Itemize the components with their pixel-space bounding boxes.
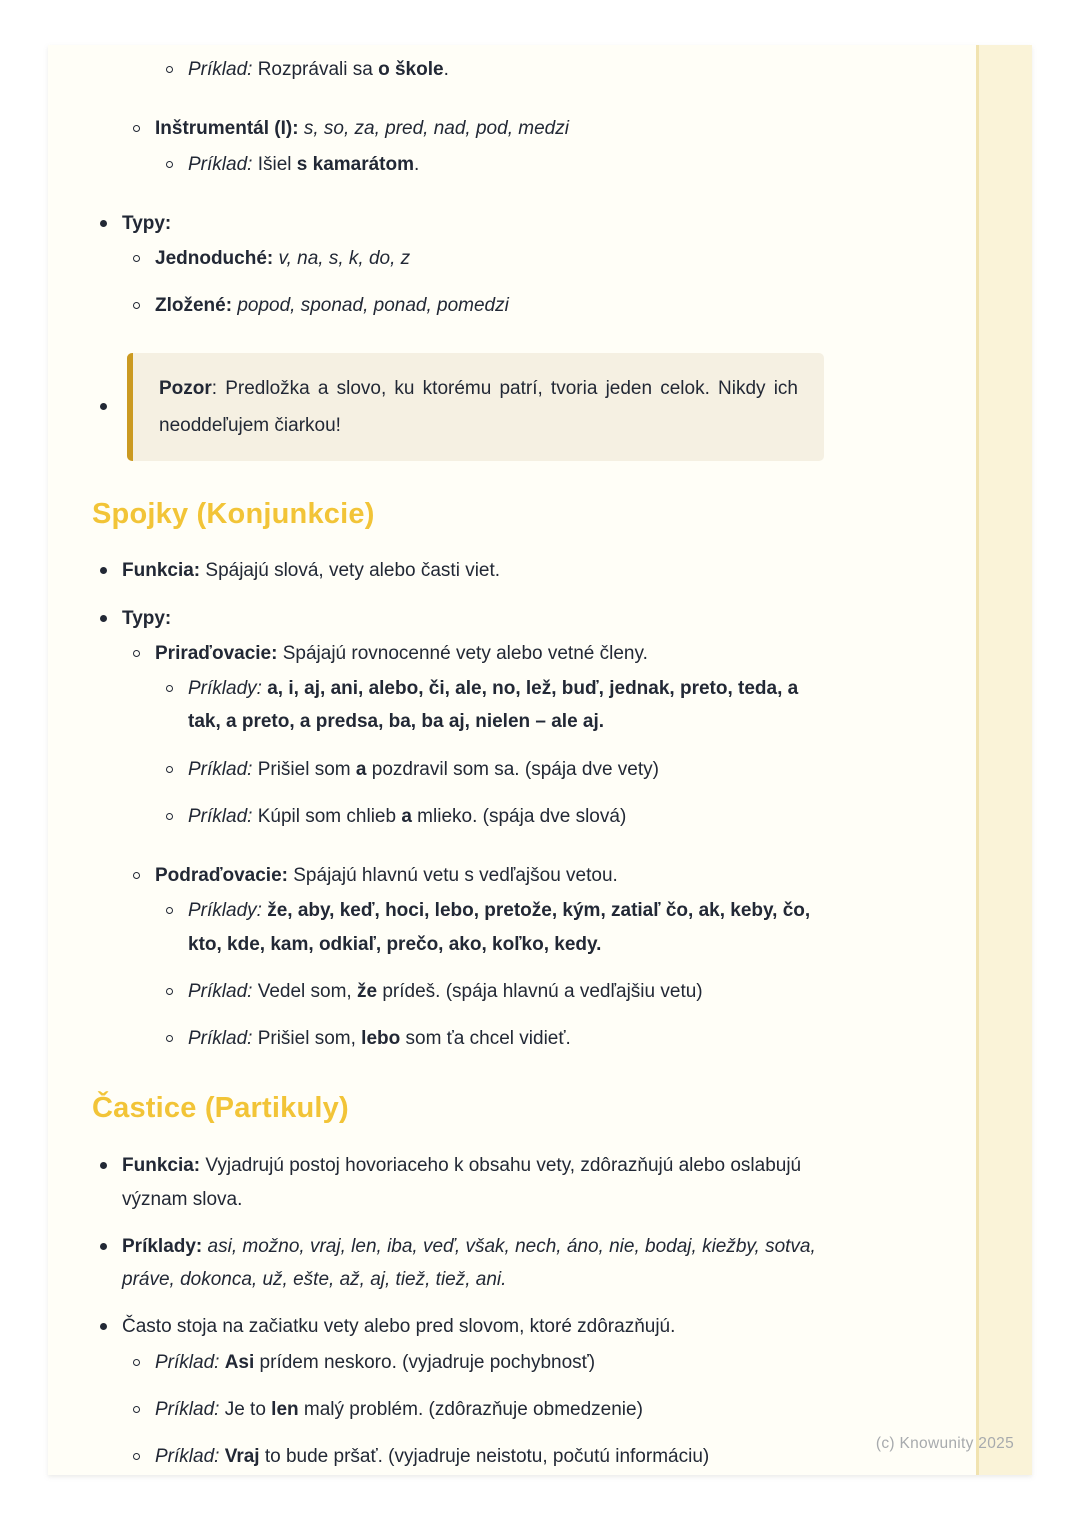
disc-bullet-icon	[100, 1323, 107, 1330]
callout-text	[159, 370, 798, 444]
text-run: s, so, za, pred, nad, pod, medzi	[303, 118, 569, 140]
list-item	[92, 1310, 834, 1343]
text-run: Rozprávali sa	[252, 59, 379, 80]
bullet-marker	[100, 403, 122, 410]
text-run: : Predložka a slovo, ku ktorému patrí, tvoria jeden celok. Nikdy ich neoddeľujem čiarkou!	[159, 377, 798, 436]
item-text	[122, 602, 834, 635]
circle-bullet-icon	[166, 1035, 173, 1042]
list-item	[92, 242, 834, 275]
bullet-marker	[166, 148, 188, 181]
item-text	[188, 53, 834, 86]
text-run: Je to	[219, 1398, 272, 1420]
list-item	[92, 1149, 834, 1216]
text-run: Príklad:	[188, 59, 253, 80]
text-run: .	[443, 59, 449, 80]
bullet-marker	[166, 53, 188, 86]
list-item	[92, 1022, 834, 1055]
list-item	[92, 975, 834, 1008]
text-run: a	[355, 758, 367, 780]
text-run: Často stoja na začiatku vety alebo pred slovom, ktoré zdôrazňujú.	[122, 1316, 676, 1338]
bullet-marker	[100, 554, 122, 587]
callout-row	[92, 353, 834, 461]
text-run: Pozor	[159, 377, 212, 399]
item-text	[155, 242, 834, 275]
list-item	[92, 602, 834, 635]
circle-bullet-icon	[133, 125, 140, 132]
text-run: že	[356, 980, 378, 1002]
text-run: s kamarátom	[296, 153, 415, 175]
text-run: že, aby, keď, hoci, lebo, pretože, kým, zatiaľ čo, ak, keby, čo, kto, kde, kam, odkiaľ, prečo, ako, koľko, kedy.	[188, 900, 811, 955]
circle-bullet-icon	[166, 161, 173, 168]
text-run: Príklad:	[155, 1398, 220, 1420]
text-run: Príklady:	[188, 900, 262, 922]
text-run: to bude pršať. (vyjadruje neistotu, počutú informáciu)	[259, 1446, 710, 1468]
disc-bullet-icon	[100, 615, 107, 622]
circle-bullet-icon	[166, 988, 173, 995]
bullet-marker	[133, 112, 155, 145]
text-run: Príklad:	[155, 1351, 220, 1373]
circle-bullet-icon	[166, 766, 173, 773]
list-item	[92, 289, 834, 322]
text-run: Typy:	[122, 212, 172, 234]
bullet-marker	[133, 859, 155, 892]
item-text	[122, 554, 834, 587]
text-run: Kúpil som chlieb	[252, 805, 402, 827]
bullet-marker	[133, 242, 155, 275]
item-text	[155, 1346, 834, 1379]
item-text	[122, 207, 834, 240]
list-item	[92, 800, 834, 833]
text-run: Spájajú slová, vety alebo časti viet.	[200, 560, 501, 582]
text-run: Inštrumentál (I):	[155, 118, 299, 140]
list-item	[92, 53, 834, 86]
text-run: prídem neskoro. (vyjadruje pochybnosť)	[254, 1351, 596, 1373]
list-item	[92, 753, 834, 786]
circle-bullet-icon	[166, 907, 173, 914]
item-text	[155, 859, 834, 892]
text-run: Príklad:	[188, 805, 253, 827]
list-item	[92, 672, 834, 739]
disc-bullet-icon	[100, 220, 107, 227]
circle-bullet-icon	[133, 1406, 140, 1413]
bullet-marker	[166, 894, 188, 927]
text-run: a	[401, 805, 412, 827]
list-item	[92, 637, 834, 670]
bullet-marker	[133, 1440, 155, 1473]
circle-bullet-icon	[133, 1453, 140, 1460]
document-sheet	[48, 45, 1032, 1475]
list-item	[92, 1230, 834, 1297]
copyright-footer: (c) Knowunity 2025	[875, 1435, 1014, 1452]
bullet-marker	[166, 753, 188, 786]
list-item	[92, 112, 834, 145]
item-text	[188, 1022, 834, 1055]
text-run: Vyjadrujú postoj hovoriaceho k obsahu vety, zdôrazňujú alebo oslabujú význam slova.	[122, 1155, 802, 1210]
disc-bullet-icon	[100, 403, 107, 410]
text-run: Príklad:	[188, 980, 253, 1002]
bullet-marker	[100, 1310, 122, 1343]
circle-bullet-icon	[166, 685, 173, 692]
text-run: Príklad:	[155, 1446, 220, 1468]
text-run: Vedel som,	[252, 980, 357, 1002]
text-run: Spájajú hlavnú vetu s vedľajšou vetou.	[287, 865, 618, 887]
section-heading: Častice (Partikuly)	[92, 1092, 349, 1125]
item-text	[188, 753, 834, 786]
text-run: lebo	[361, 1028, 401, 1050]
bullet-marker	[166, 1022, 188, 1055]
bullet-marker	[100, 1230, 122, 1263]
item-text	[122, 1230, 834, 1297]
text-run: Funkcia:	[122, 560, 201, 582]
callout-box	[127, 353, 824, 461]
text-run: Príklady:	[122, 1235, 203, 1257]
item-text	[155, 1440, 834, 1473]
list-item	[92, 554, 834, 587]
item-text	[122, 1310, 834, 1343]
list-item	[92, 207, 834, 240]
text-run: Prišiel som,	[252, 1028, 362, 1050]
text-run: som ťa chcel vidieť.	[400, 1028, 571, 1050]
list-item	[92, 148, 834, 181]
disc-bullet-icon	[100, 1243, 107, 1250]
text-run: len	[271, 1398, 299, 1420]
bullet-marker	[133, 1346, 155, 1379]
item-text	[155, 112, 834, 145]
item-text	[188, 672, 834, 739]
text-run: Išiel	[252, 153, 297, 175]
text-run: Spájajú rovnocenné vety alebo vetné členy.	[277, 642, 648, 664]
list-item	[92, 1393, 834, 1426]
circle-bullet-icon	[133, 872, 140, 879]
text-run: malý problém. (zdôrazňuje obmedzenie)	[298, 1398, 643, 1420]
text-run: Asi	[224, 1351, 255, 1373]
bullet-marker	[100, 207, 122, 240]
bullet-marker	[166, 672, 188, 705]
bullet-marker	[133, 1393, 155, 1426]
text-run: mlieko. (spája dve slová)	[411, 805, 627, 827]
item-text	[188, 148, 834, 181]
text-run: Príklad:	[188, 1028, 253, 1050]
text-run: pozdravil som sa. (spája dve vety)	[366, 758, 659, 780]
text-run: Funkcia:	[122, 1155, 201, 1177]
text-run: popod, sponad, ponad, pomedzi	[237, 295, 509, 317]
list-item	[92, 859, 834, 892]
disc-bullet-icon	[100, 1162, 107, 1169]
text-run: Podraďovacie:	[155, 865, 288, 887]
bullet-marker	[166, 800, 188, 833]
text-run: o škole	[378, 59, 444, 80]
circle-bullet-icon	[133, 1359, 140, 1366]
disc-bullet-icon	[100, 567, 107, 574]
text-run: a, i, aj, ani, alebo, či, ale, no, lež, buď, jednak, preto, teda, a tak, a preto, a predsa, ba, ba aj, nielen – ale aj.	[188, 678, 799, 733]
list-item	[92, 1346, 834, 1379]
item-text	[155, 637, 834, 670]
item-text	[155, 1393, 834, 1426]
bullet-marker	[166, 975, 188, 1008]
text-run: prídeš. (spája hlavnú a vedľajšiu vetu)	[377, 980, 703, 1002]
circle-bullet-icon	[133, 255, 140, 262]
list-item	[92, 1440, 834, 1473]
item-text	[155, 289, 834, 322]
text-run: Priraďovacie:	[155, 642, 278, 664]
circle-bullet-icon	[133, 650, 140, 657]
text-run: asi, možno, vraj, len, iba, veď, však, nech, áno, nie, bodaj, kiežby, sotva, práve, dokonca, už, ešte, až, aj, tiež, tiež, ani.	[122, 1235, 816, 1291]
circle-bullet-icon	[133, 302, 140, 309]
item-text	[188, 894, 834, 961]
text-run: Jednoduché:	[155, 248, 274, 269]
bullet-marker	[133, 289, 155, 322]
text-run: Príklad:	[188, 153, 253, 175]
text-run: Prišiel som	[252, 758, 356, 780]
circle-bullet-icon	[166, 813, 173, 820]
text-run: Príklad:	[188, 758, 253, 780]
text-run: v, na, s, k, do, z	[278, 248, 411, 269]
list-item	[92, 894, 834, 961]
bullet-marker	[100, 602, 122, 635]
text-run: Príklady:	[188, 678, 262, 700]
item-text	[122, 1149, 834, 1216]
text-run: .	[414, 153, 420, 175]
item-text	[188, 800, 834, 833]
bullet-marker	[133, 637, 155, 670]
section-heading: Spojky (Konjunkcie)	[92, 497, 375, 530]
text-run: Vraj	[224, 1446, 260, 1468]
text-run: Zložené:	[155, 295, 233, 317]
item-text	[188, 975, 834, 1008]
page-edge-strip	[976, 45, 1032, 1475]
bullet-marker	[100, 1149, 122, 1182]
text-run: Typy:	[122, 607, 172, 629]
circle-bullet-icon	[166, 66, 173, 73]
document-content	[92, 53, 834, 1473]
